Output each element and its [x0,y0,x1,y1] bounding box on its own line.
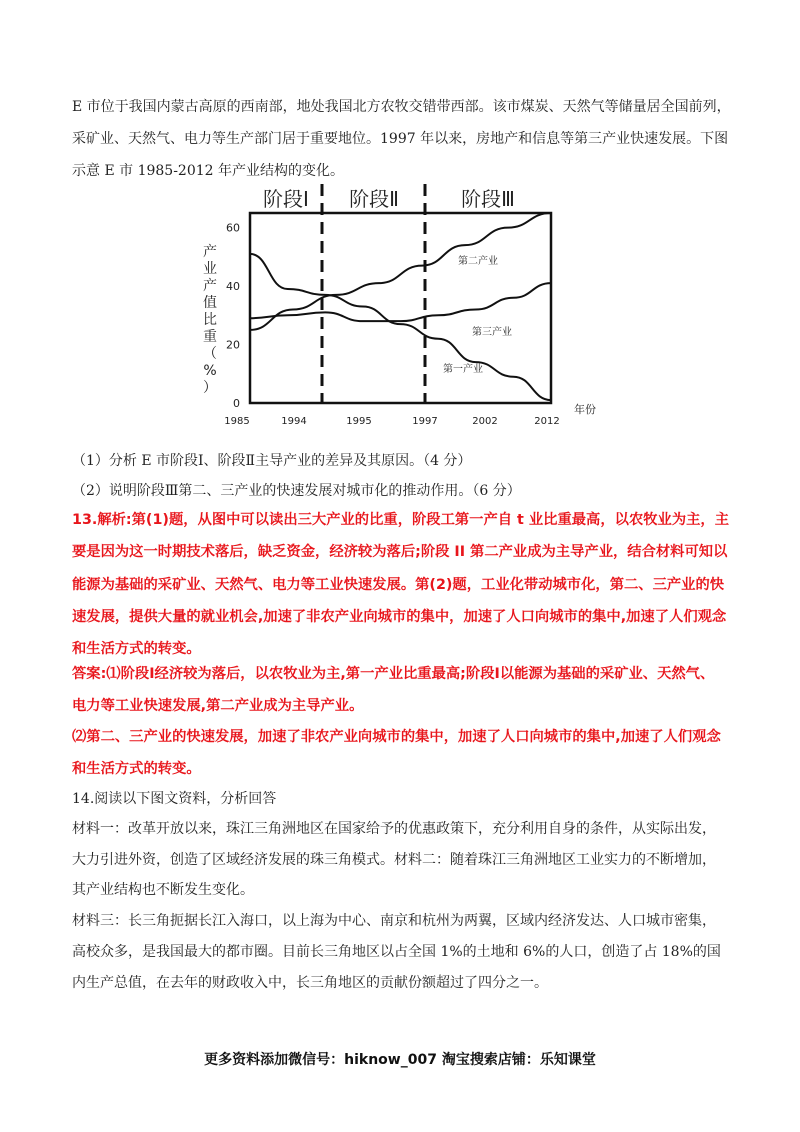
x-tick-label: 1985 [224,416,250,427]
analysis-line-3: 能源为基础的采矿业、天然气、电力等工业快速发展。第(2)题，工业化带动城市化，第二、三产业的快 [72,577,725,593]
y-tick-label: 0 [233,397,240,410]
stage-label-3: 阶段Ⅲ [461,187,515,211]
stage-label-1: 阶段Ⅰ [263,187,309,211]
question-1: （1）分析 E 市阶段Ⅰ、阶段Ⅱ主导产业的差异及其原因。（4 分） [72,453,472,469]
y-tick-label: 40 [226,280,240,294]
x-axis-unit: 年份 [574,403,596,416]
q14-line-2: 大力引进外资，创造了区域经济发展的珠三角模式。材料二：随着珠江三角洲地区工业实力的不断增加， [72,852,716,868]
y-axis-label-char: 值 [203,295,217,311]
series-label-1: 第一产业 [443,364,483,375]
intro-line-1: E 市位于我国内蒙古高原的西南部，地处我国北方农牧交错带西部。该市煤炭、天然气等储量居全国前列， [72,99,731,115]
y-axis-label-char: 比 [203,312,217,328]
x-tick-label: 1997 [412,416,438,427]
question-2: （2）说明阶段Ⅲ第二、三产业的快速发展对城市化的推动作用。（6 分） [72,483,521,499]
q14-line-1: 材料一：改革开放以来，珠江三角洲地区在国家给予的优惠政策下，充分利用自身的条件，从实际出发， [72,821,716,837]
q14-title: 14.阅读以下图文资料，分析回答 [72,791,277,807]
series-line-2 [250,213,551,330]
x-tick-label: 2012 [534,416,560,427]
x-tick-label: 1995 [346,416,372,427]
q14-line-5: 高校众多，是我国最大的都市圈。目前长三角地区以占全国 1%的土地和 6%的人口，创造了占 18%的国 [72,944,721,960]
y-axis-label-char: 重 [203,329,217,345]
q14-line-3: 其产业结构也不断发生变化。 [72,882,254,898]
y-axis-label-char: 产 [203,244,217,260]
industry-structure-chart [200,180,620,430]
analysis-line-5: 和生活方式的转变。 [72,641,201,657]
answer-line-2: 电力等工业快速发展,第二产业成为主导产业。 [72,698,364,714]
y-tick-label: 60 [226,221,240,235]
y-axis-label-char: 业 [203,261,217,277]
chart-frame [250,213,551,403]
analysis-line-1: 13.解析:第(1)题，从图中可以读出三大产业的比重，阶段工第一产自 t 业比重最高，以农牧业为主，主 [72,512,730,528]
answer-line-1: 答案:⑴阶段Ⅰ经济较为落后，以农牧业为主,第一产业比重最高;阶段Ⅰ以能源为基础的采矿业、天然气、 [72,666,715,682]
intro-line-3: 示意 E 市 1985-2012 年产业结构的变化。 [72,163,345,179]
x-tick-label: 2002 [472,416,498,427]
y-axis-label-char: 产 [203,278,217,294]
y-tick-label: 20 [226,338,240,352]
y-axis-label-char: （ [203,346,217,362]
y-axis-label-char: ） [203,380,217,396]
series-label-2: 第二产业 [458,256,498,267]
answer-line-4: 和生活方式的转变。 [72,761,201,777]
y-axis-label-char: % [203,363,217,379]
footer-note: 更多资料添加微信号：hiknow_007 淘宝搜索店铺：乐知课堂 [204,1052,596,1068]
answer-line-3: ⑵第二、三产业的快速发展，加速了非农产业向城市的集中，加速了人口向城市的集中,加速了人们观念 [72,729,721,745]
intro-line-2: 采矿业、天然气、电力等生产部门居于重要地位。1997 年以来，房地产和信息等第三产业快速发展。下图 [72,131,729,147]
analysis-line-4: 速发展，提供大量的就业机会,加速了非农产业向城市的集中，加速了人口向城市的集中,加速了人们观念 [72,609,727,625]
q14-line-6: 内生产总值，在去年的财政收入中，长三角地区的贡献份额超过了四分之一。 [72,975,548,991]
plot-frame [250,213,551,403]
x-tick-label: 1994 [281,416,307,427]
stage-label-2: 阶段Ⅱ [349,187,399,211]
series-label-3: 第三产业 [472,327,512,338]
analysis-line-2: 要是因为这一时期技术落后，缺乏资金，经济较为落后;阶段 II 第二产业成为主导产业，结合材料可知以 [72,544,728,560]
q14-line-4: 材料三：长三角扼据长江入海口，以上海为中心、南京和杭州为两翼，区域内经济发达、人口城市密集， [72,913,716,929]
